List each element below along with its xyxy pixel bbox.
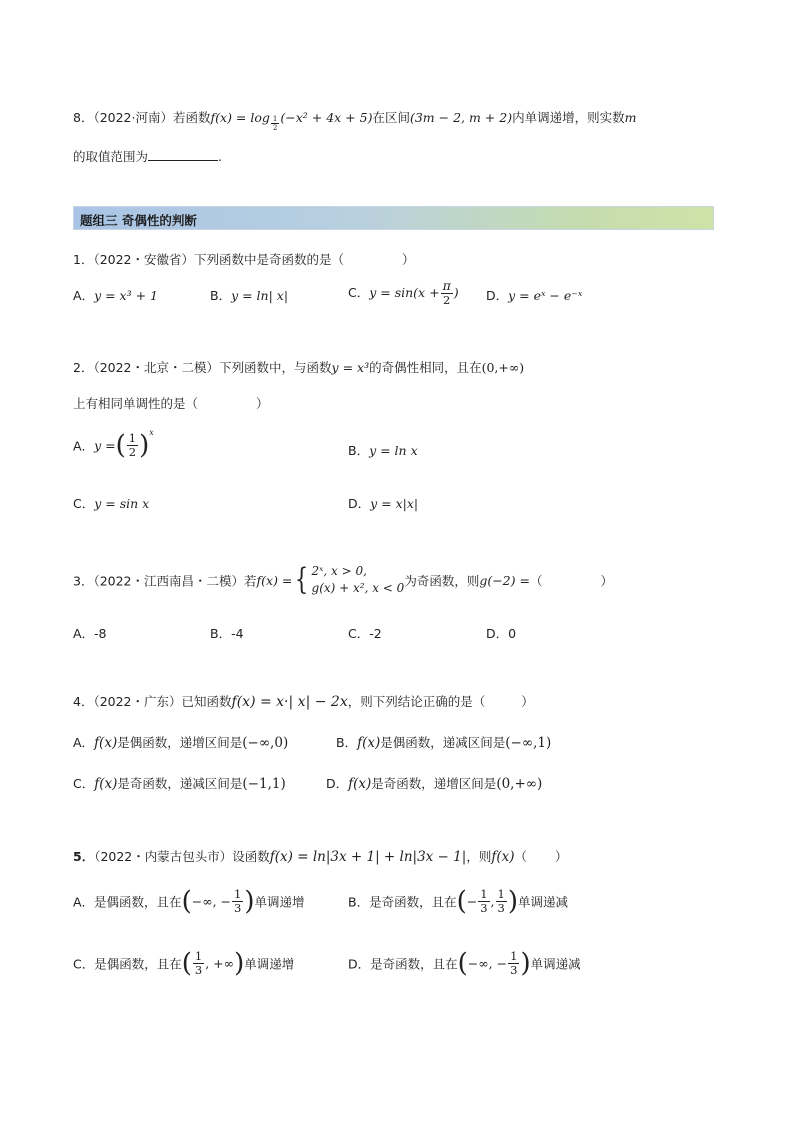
q5-source: （2022・内蒙古包头市） — [94, 849, 233, 864]
q3-case2: g(x) + x², x < 0 — [311, 581, 405, 596]
q5-number: 5． — [73, 849, 95, 864]
q3-option-b[interactable]: B．-4 — [210, 626, 244, 641]
q5-text-a: 设函数 — [232, 849, 270, 864]
q5-option-b-num1: 1 — [480, 887, 488, 901]
q8-log-base — [271, 115, 279, 132]
q3-option-d[interactable]: D．0 — [486, 626, 517, 641]
q3-text-b: 为奇函数，则 — [404, 573, 480, 589]
q5-option-b[interactable]: B．是奇函数，且在(− $\frac{1}{3}$ , $\frac{1}{3}$ )单调递减 — [348, 886, 569, 917]
q4-option-d-interval: (0,+∞) — [496, 776, 543, 792]
q3-open: （ — [529, 573, 543, 589]
q4-option-b-text: 是偶函数，递减区间是 — [380, 735, 506, 750]
q5-option-c-label: C．是偶函数，且在 — [73, 956, 182, 972]
q5-option-d-interval: −∞, − — [467, 956, 508, 972]
q8-text-c: 内单调递增，则实数 — [512, 110, 625, 125]
q1-option-b[interactable] — [210, 286, 288, 304]
q5-text-b: ，则 — [466, 849, 492, 864]
q4-option-d[interactable] — [326, 774, 542, 792]
q1-option-c-pre: y = sin(x + — [369, 284, 440, 300]
q1-number: 1． — [73, 252, 94, 267]
q5-option-a-num: 1 — [234, 887, 242, 901]
q2-option-a[interactable]: A．y =( $\frac{1}{2}$ )$^x$ — [73, 428, 154, 461]
q4-source: （2022・广东） — [93, 694, 182, 709]
q2-number: 2． — [73, 360, 94, 375]
q5-option-d-num: 1 — [510, 949, 518, 963]
q4-option-c-text: 是奇函数，递减区间是 — [117, 776, 243, 791]
q1-option-c-num: π — [442, 278, 451, 293]
q2-option-a-den: 2 — [128, 445, 137, 460]
q8-answer-blank[interactable] — [148, 148, 218, 161]
q5-stem — [73, 847, 568, 865]
q5-option-b-den2: 3 — [497, 901, 505, 916]
q4-option-a-label: A． — [73, 735, 95, 750]
q4-option-b-label: B． — [336, 735, 358, 750]
q8-number: 8． — [73, 110, 94, 125]
q1-option-d[interactable] — [486, 286, 582, 304]
q1-stem — [73, 250, 415, 268]
q4-stem — [73, 692, 534, 710]
q2-option-a-pre: y = — [94, 438, 116, 454]
q1-option-c[interactable] — [348, 279, 459, 308]
q3-option-a[interactable]: A．-8 — [73, 626, 107, 641]
q2-option-d[interactable] — [348, 494, 418, 512]
q2-option-b[interactable] — [348, 441, 418, 459]
q8-log-base-den: 2 — [272, 124, 278, 132]
q8-var: m — [624, 110, 637, 125]
q3-text-a: 若 — [244, 573, 257, 589]
q1-stem-text: 下列函数中是奇函数的是（ — [194, 252, 345, 267]
q5-option-d-label: D．是奇函数，且在 — [348, 956, 458, 972]
q4-option-b-interval: (−∞,1) — [505, 735, 552, 751]
q5-option-c-text: 单调递增 — [244, 956, 295, 972]
q4-option-a[interactable] — [73, 733, 288, 751]
q2-interval: (0,+∞) — [481, 360, 525, 375]
q5-option-d-text: 单调递减 — [530, 956, 581, 972]
q1-close: ） — [402, 252, 415, 267]
q1-option-b-text: y = ln| x| — [231, 288, 289, 303]
q4-option-b[interactable] — [336, 733, 551, 751]
q5-query: f(x) — [491, 849, 515, 865]
q5-option-a-den: 3 — [234, 901, 242, 916]
q4-option-b-f: f(x) — [357, 735, 381, 751]
q1-option-b-label: B． — [210, 288, 232, 303]
q4-number: 4． — [73, 694, 94, 709]
q5-option-a-label: A．是偶函数，且在 — [73, 894, 182, 910]
q1-option-c-post: ) — [453, 284, 459, 300]
q1-option-c-den: 2 — [443, 293, 451, 308]
q4-text-a: 已知函数 — [181, 694, 232, 709]
q5-option-b-num2: 1 — [497, 887, 505, 901]
q5-open: （ — [514, 849, 527, 864]
q4-option-c-f: f(x) — [94, 776, 118, 792]
q4-option-c-label: C． — [73, 776, 95, 791]
q3-number: 3． — [73, 573, 94, 589]
q4-option-a-interval: (−∞,0) — [242, 735, 289, 751]
q3-query: g(−2) = — [479, 572, 530, 588]
q8-arg: (−x² + 4x + 5) — [280, 110, 373, 125]
q5-option-b-den1: 3 — [480, 901, 488, 916]
q2-option-c-label: C． — [73, 496, 95, 511]
q1-option-d-text: y = eˣ − e⁻ˣ — [508, 288, 583, 303]
q8-text-b: 在区间 — [372, 110, 410, 125]
q3-cases — [312, 563, 405, 598]
q8-line2 — [73, 147, 222, 165]
q5-option-b-frac2 — [496, 888, 507, 915]
q5-option-d-frac — [508, 950, 519, 977]
q4-option-c-interval: (−1,1) — [242, 776, 286, 792]
q8-end: . — [218, 149, 222, 164]
q1-source: （2022・安徽省） — [93, 252, 195, 267]
q4-func: f(x) = x·| x| − 2x — [231, 694, 348, 710]
q5-option-c-interval: , +∞ — [205, 956, 235, 972]
q4-close: ） — [521, 694, 534, 709]
q5-option-c-den: 3 — [194, 963, 203, 978]
q5-option-d[interactable]: D．是奇函数，且在(−∞, − $\frac{1}{3}$ )单调递减 — [348, 948, 581, 979]
q2-source: （2022・北京・二模） — [93, 360, 220, 375]
q5-option-c-num: 1 — [194, 949, 203, 963]
q2-close: ） — [256, 396, 269, 411]
q5-option-b-text: 单调递减 — [518, 894, 569, 910]
q5-option-b-label: B．是奇函数，且在 — [348, 894, 457, 910]
q8-text-a: 若函数 — [173, 110, 211, 125]
q3-option-c[interactable]: C．-2 — [348, 626, 382, 641]
q2-stem-a: 下列函数中，与函数 — [219, 360, 332, 375]
q1-option-a-text: y = x³ + 1 — [94, 288, 158, 303]
q5-func: f(x) = ln|3x + 1| + ln|3x − 1| — [269, 849, 467, 865]
q2-option-b-text: y = ln x — [369, 443, 418, 458]
q4-option-d-text: 是奇函数，递增区间是 — [371, 776, 497, 791]
q5-option-a-text: 单调递增 — [254, 894, 305, 910]
q5-option-b-minus: − — [466, 894, 478, 910]
q1-option-c-label: C． — [348, 284, 370, 300]
q5-option-b-frac1 — [478, 888, 489, 915]
q3-stem: 3．（2022・江西南昌・二模）若f(x) ={ 2ˣ, x > 0, g(x) + x², x < 0 为奇函数，则g(−2) =（ ） — [73, 562, 613, 598]
q2-func: y = x³ — [331, 360, 370, 375]
q3-source: （2022・江西南昌・二模） — [93, 573, 245, 589]
q8-line2-text: 的取值范围为 — [73, 149, 149, 164]
q2-line2-text: 上有相同单调性的是（ — [73, 396, 199, 411]
q5-option-d-den: 3 — [510, 963, 518, 978]
q5-option-a-frac — [232, 888, 243, 915]
q2-option-a-num: 1 — [128, 431, 137, 445]
q2-option-d-label: D． — [348, 496, 371, 511]
q1-option-c-frac — [441, 279, 453, 308]
q2-stem-b: 的奇偶性相同，且在 — [369, 360, 482, 375]
q2-stem-line1 — [73, 358, 524, 376]
q4-option-c[interactable] — [73, 774, 286, 792]
q2-option-c[interactable] — [73, 494, 149, 512]
q3-case1: 2ˣ, x > 0, — [311, 564, 367, 578]
q8-interval: (3m − 2, m + 2) — [409, 110, 513, 125]
q8-func: f(x) = log — [210, 110, 270, 125]
q2-option-b-label: B． — [348, 443, 370, 458]
q5-option-a-interval: −∞, − — [191, 894, 232, 910]
q8-log-base-num: 1 — [272, 114, 278, 123]
q1-option-a[interactable] — [73, 286, 158, 304]
q8-source: （2022·河南） — [93, 110, 173, 125]
q8-line1 — [73, 108, 637, 132]
q5-close: ） — [555, 849, 568, 864]
q2-option-a-label: A． — [73, 438, 95, 454]
q2-option-a-exp: x — [149, 428, 154, 438]
q5-option-c[interactable]: C．是偶函数，且在( $\frac{1}{3}$ , +∞)单调递增 — [73, 948, 295, 979]
q3-close: ） — [600, 573, 613, 589]
q4-option-d-label: D． — [326, 776, 349, 791]
q2-option-a-frac — [127, 432, 138, 459]
q2-stem-line2 — [73, 394, 269, 412]
q1-option-d-label: D． — [486, 288, 509, 303]
q3-func: f(x) = — [256, 572, 293, 588]
q2-option-c-text: y = sin x — [94, 496, 150, 511]
q5-option-a[interactable]: A．是偶函数，且在(−∞, − $\frac{1}{3}$ )单调递增 — [73, 886, 305, 917]
q4-option-a-f: f(x) — [94, 735, 118, 751]
q4-text-b: ，则下列结论正确的是（ — [347, 694, 486, 709]
q4-option-a-text: 是偶函数，递增区间是 — [117, 735, 243, 750]
q4-option-d-f: f(x) — [348, 776, 372, 792]
q2-option-d-text: y = x|x| — [370, 496, 419, 511]
section-title: 题组三 奇偶性的判断 — [80, 213, 197, 228]
q1-option-a-label: A． — [73, 288, 95, 303]
q5-option-c-frac — [193, 950, 204, 977]
